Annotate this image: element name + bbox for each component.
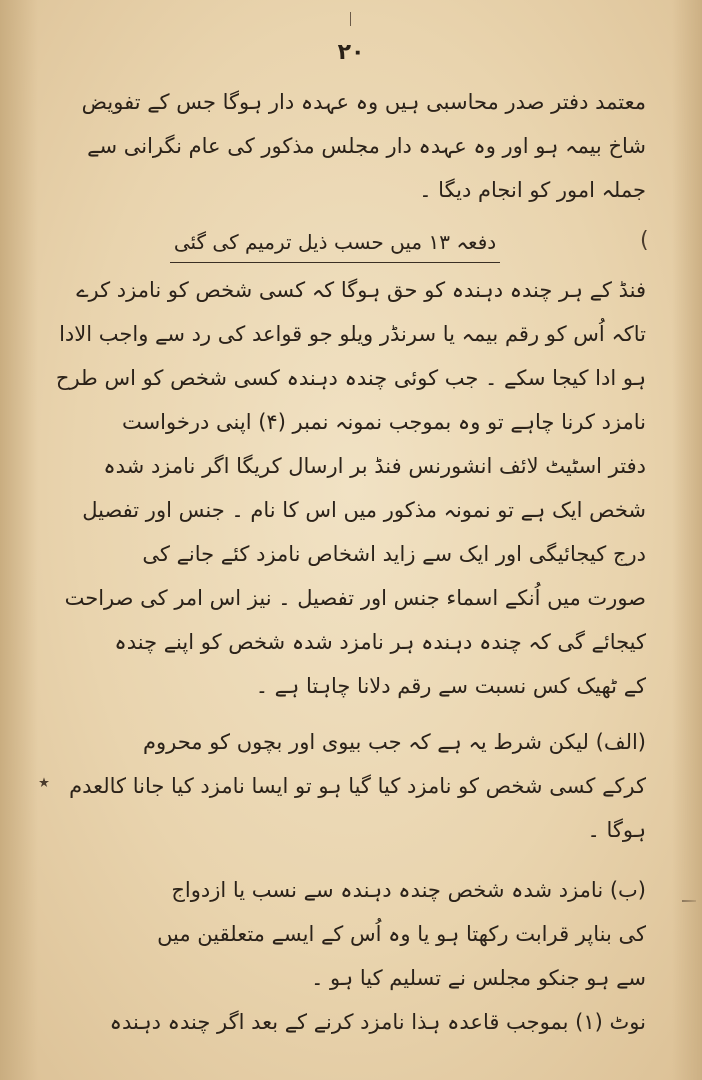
text-line: فنڈ کے ہر چندہ دہندہ کو حق ہوگا کہ کسی شخص کو نامزد کرے: [76, 278, 646, 302]
text-line: ہوگا ۔: [587, 818, 646, 842]
text-line: ہو ادا کیجا سکے ۔ جب کوئی چندہ دہندہ کسی شخص کو اس طرح: [55, 366, 646, 390]
section-heading: دفعہ ۱۳ میں حسب ذیل ترمیم کی گئی: [170, 222, 500, 263]
paragraph-intro: [46, 80, 646, 212]
page-number: ۲۰: [337, 40, 365, 65]
text-line: شاخ بیمہ ہو اور وہ عہدہ دار مجلس مذکور کی عام نگرانی سے: [87, 134, 646, 158]
text-line: کیجائے گی کہ چندہ دہندہ ہر نامزد شدہ شخص کو اپنے چندہ: [114, 630, 646, 654]
text-line: صورت میں اُنکے اسماء جنس اور تفصیل ۔ نیز اس امر کی صراحت: [64, 586, 646, 610]
edge-mark: [682, 900, 696, 902]
text-line: (ب) نامزد شدہ شخص چندہ دہندہ سے نسب یا ازدواج: [171, 878, 646, 902]
paragraph-nomination: [46, 268, 646, 708]
text-line: نوٹ (۱) بموجب قاعدہ ہذا نامزد کرنے کے بعد اگر چندہ دہندہ: [109, 1010, 646, 1034]
text-line: درج کیجائیگی اور ایک سے زاید اشخاص نامزد کئے جانے کی: [142, 542, 646, 566]
margin-mark: (: [640, 228, 649, 253]
text-line: کے ٹھیک کس نسبت سے رقم دلانا چاہتا ہے ۔: [255, 674, 646, 698]
text-line: سے ہو جنکو مجلس نے تسلیم کیا ہو ۔: [311, 966, 646, 990]
text-line: کرکے کسی شخص کو نامزد کیا گیا ہو تو ایسا نامزد کیا جانا کالعدم: [69, 774, 646, 798]
text-line: (الف) لیکن شرط یہ ہے کہ جب بیوی اور بچوں کو محروم: [142, 730, 646, 754]
text-line: جملہ امور کو انجام دیگا ۔: [419, 178, 646, 202]
clause-be: [46, 868, 646, 1000]
margin-mark: ٭: [38, 770, 50, 795]
text-line: نامزد کرنا چاہے تو وہ بموجب نمونہ نمبر (۴) اپنی درخواست: [121, 410, 646, 434]
top-tick-mark: [350, 12, 351, 26]
text-line: معتمد دفتر صدر محاسبی ہیں وہ عہدہ دار ہوگا جس کے تفویض: [81, 90, 646, 114]
text-line: شخص ایک ہے تو نمونہ مذکور میں اس کا نام ۔ جنس اور تفصیل: [82, 498, 646, 522]
text-line: کی بناپر قرابت رکھتا ہو یا وہ اُس کے ایسے متعلقین میں: [157, 922, 646, 946]
text-line: تاکہ اُس کو رقم بیمہ یا سرنڈر ویلو جو قواعد کی رد سے واجب الادا: [59, 322, 646, 346]
note: [46, 1000, 646, 1044]
clause-alif: [46, 720, 646, 852]
text-line: دفتر اسٹیٹ لائف انشورنس فنڈ بر ارسال کریگا اگر نامزد شدہ: [103, 454, 646, 478]
